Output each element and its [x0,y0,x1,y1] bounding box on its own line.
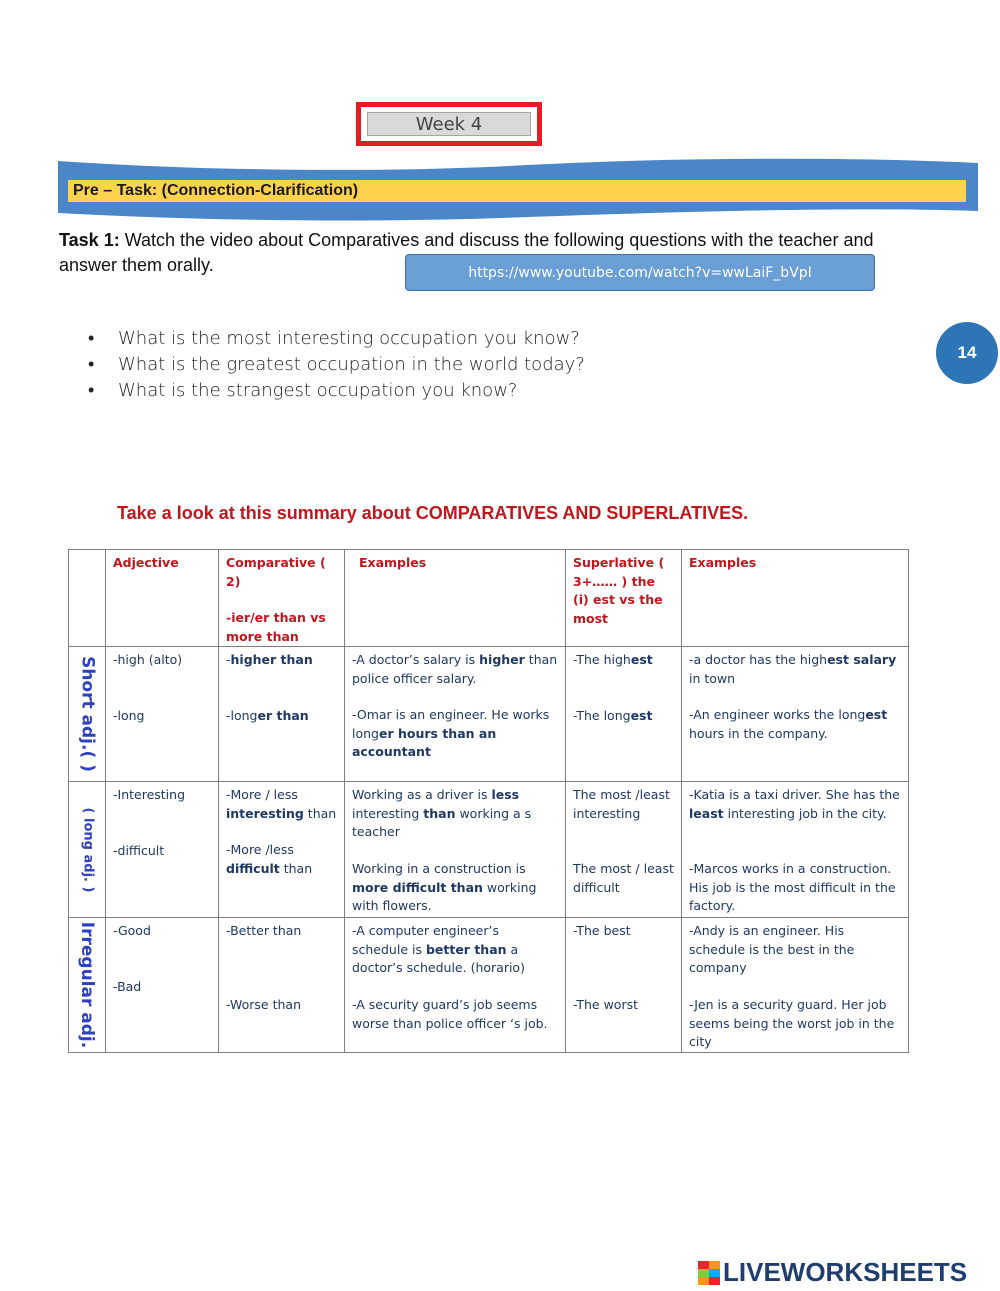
comp-high-bold: higher than [230,652,313,667]
supex-long-bold: est [865,707,888,722]
grammar-table [68,549,909,1053]
ex-good-bold: better than [425,941,507,957]
header-blank-cell [69,550,106,647]
comp-dif-bold: difficult [226,860,280,876]
header-comparative-note: -ier/er than vs more than [226,610,326,644]
comp-difficult [226,841,337,878]
liveworksheets-logo[interactable] [698,1257,967,1288]
supex-int-post: interesting job in the city. [723,805,887,821]
supex-long [689,706,901,743]
sup-long-pre: -The long [573,707,631,723]
comp-dif-pre: -More /less [226,842,294,857]
ex-dif-post: working with flowers. [352,879,537,913]
ex-good-post: a doctor’s schedule. (horario) [352,941,525,975]
comp-int-post: than [303,805,337,821]
supex-high [689,651,901,688]
ex-dif-pre: Working in a construction is [352,861,526,876]
cell-examples-irregular [345,918,566,1053]
adj-interesting: -Interesting [113,787,186,802]
week-label-box [356,102,542,146]
supex-int-pre: -Katia is a taxi driver. She has the [689,787,900,802]
table-row-short [69,647,909,782]
table-row-long [69,782,909,918]
ex-long [352,706,558,762]
supex-long-post: hours in the company. [689,725,828,741]
page-number-badge: 14 [936,322,998,384]
supex-difficult: -Marcos works in a construction. His job is the most difficult in the factory. [689,861,896,913]
ex-difficult [352,860,558,916]
cell-sup-examples-irregular [682,918,909,1053]
sup-long-bold: est [630,707,653,723]
adj-good: -Good [113,923,151,938]
supex-bad: -Jen is a security guard. Her job seems being the worst job in the city [689,997,895,1049]
header-examples-1: Examples [345,550,566,647]
sup-high-bold: est [630,652,653,667]
table-header-row [69,550,909,647]
ex-high [352,651,558,688]
ex-high-bold: higher [479,652,525,667]
ex-good [352,922,558,996]
group-label-long [69,782,106,918]
comp-int-pre: -More / less [226,787,298,802]
ex-int-post: working a s teacher [352,805,532,839]
cell-adjectives-long [106,782,219,918]
header-superlative: Superlative ( 3+…… ) the (i) est vs the most [566,550,682,647]
cell-examples-short [345,647,566,782]
long-adj-label: ( long adj. ) [80,807,96,892]
cell-adjectives-irregular [106,918,219,1053]
logo-text: LIVEWORKSHEETS [723,1257,968,1287]
irregular-adj-label: Irregular adj. [77,921,97,1048]
ex-int-pre: Working as a driver is [352,787,492,802]
cell-superlative-long [566,782,682,918]
header-comparative [219,550,345,647]
table-row-irregular [69,918,909,1053]
logo-mark-icon [698,1261,720,1285]
supex-int-bold: least [689,805,724,821]
ex-long-pre: -Omar is an engineer. He works long [352,707,550,741]
cell-superlative-short [566,647,682,782]
cell-comparative-short [219,647,345,782]
week-label: Week 4 [367,112,531,136]
sup-difficult: The most / least difficult [573,861,674,895]
sup-interesting: The most /least interesting [573,787,670,821]
ex-int-bold2: than [423,805,456,821]
summary-title: Take a look at this summary about COMPARATIVES AND SUPERLATIVES. [117,503,749,523]
supex-long-pre: -An engineer works the long [689,707,866,722]
banner-title: Pre – Task: (Connection-Clarification) [68,180,966,202]
question-item: • What is the most interesting occupation you know? [88,326,585,352]
task-label: Task 1: [59,230,120,250]
comp-long-bold: er than [257,707,309,723]
sup-high-pre: -The high [573,652,631,667]
comp-long [226,707,337,726]
ex-long-bold: er hours than an accountant [352,725,497,759]
comp-dif-post: than [279,860,313,876]
comp-int-bold: interesting [226,805,304,821]
header-examples-2: Examples [682,550,909,647]
comp-high [226,651,337,670]
ex-interesting [352,786,558,860]
supex-high-pre: -a doctor has the high [689,652,828,667]
cell-examples-long [345,782,566,918]
comp-high-pre: - [226,652,231,667]
comp-good: -Better than [226,923,302,938]
header-adjective: Adjective [106,550,219,647]
cell-comparative-irregular [219,918,345,1053]
comp-long-pre: -long [226,707,258,723]
ex-dif-bold: more difficult than [352,879,483,895]
cell-superlative-irregular [566,918,682,1053]
supex-interesting [689,786,901,860]
adj-bad: -Bad [113,978,142,994]
adj-high: -high (alto) [113,652,183,667]
cell-adjectives-short [106,647,219,782]
ex-high-post: than police officer salary. [352,652,558,686]
sup-good: -The best [573,923,631,938]
sup-high [573,651,674,670]
cell-sup-examples-short [682,647,909,782]
supex-high-post: in town [689,670,736,686]
adj-long: -long [113,707,145,723]
task-body: Watch the video about Comparatives and discuss the following questions with the teacher and answer them orally. [59,230,874,275]
header-comparative-label: Comparative ( 2) [226,555,326,589]
supex-high-bold: est salary [827,652,897,667]
video-link-button[interactable]: https://www.youtube.com/watch?v=wwLaiF_bVpI [405,254,875,291]
group-label-irregular [69,918,106,1053]
sup-bad: -The worst [573,997,639,1012]
group-label-short [69,647,106,782]
cell-sup-examples-long [682,782,909,918]
ex-good-pre: -A computer engineer’s schedule is [352,923,499,957]
cell-comparative-long [219,782,345,918]
ex-high-pre: -A doctor’s salary is [352,652,480,667]
ex-int-bold1: less [491,787,520,802]
adj-difficult: -difficult [113,842,165,858]
question-item: • What is the strangest occupation you know? [88,378,585,404]
ex-int-mid: interesting [352,805,424,821]
short-adj-label: Short adj.( ) [77,656,98,772]
comp-bad: -Worse than [226,997,301,1012]
supex-good: -Andy is an engineer. His schedule is the best in the company [689,923,855,975]
question-item: • What is the greatest occupation in the world today? [88,352,585,378]
sup-long [573,707,674,726]
ex-bad: -A security guard’s job seems worse than police officer ‘s job. [352,997,548,1031]
question-list [88,326,585,404]
comp-interesting [226,786,337,823]
